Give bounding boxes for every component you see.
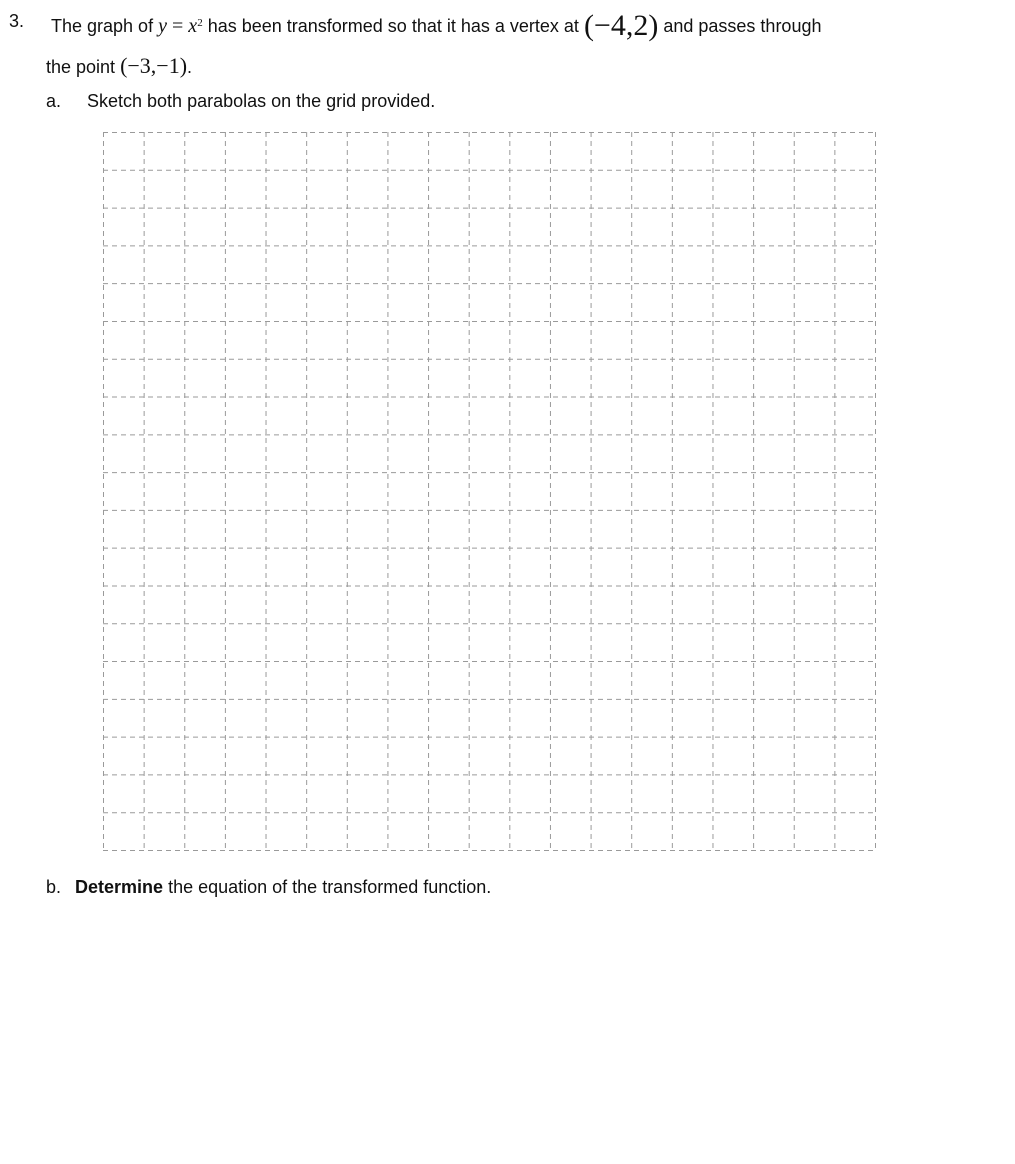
function-base: x: [188, 15, 198, 37]
question-number: 3.: [9, 11, 25, 31]
stem-middle: has been transformed so that it has a vertex at: [207, 16, 579, 36]
part-b-instruction: the equation of the transformed function.: [168, 877, 492, 897]
function-exponent: 2: [197, 17, 203, 29]
graph-grid[interactable]: [103, 132, 876, 851]
part-b-emphasis: Determine: [75, 877, 164, 897]
function-equals: =: [172, 15, 184, 37]
line2-prefix: the point: [46, 57, 116, 77]
line2-end: .: [187, 57, 193, 77]
part-b: [46, 877, 491, 898]
question-stem-line-2: [46, 53, 192, 79]
question-stem-line-1: [51, 6, 821, 40]
function-lhs: y: [158, 15, 167, 37]
part-a-label: a.: [46, 91, 62, 111]
vertex-coordinates: (−4,2): [583, 9, 659, 42]
stem-suffix: and passes through: [663, 16, 822, 36]
point-coordinates: (−3,−1): [120, 53, 188, 78]
stem-prefix: The graph of: [51, 16, 154, 36]
part-b-label: b.: [46, 877, 62, 897]
part-a-instruction: Sketch both parabolas on the grid provided.: [87, 91, 436, 111]
